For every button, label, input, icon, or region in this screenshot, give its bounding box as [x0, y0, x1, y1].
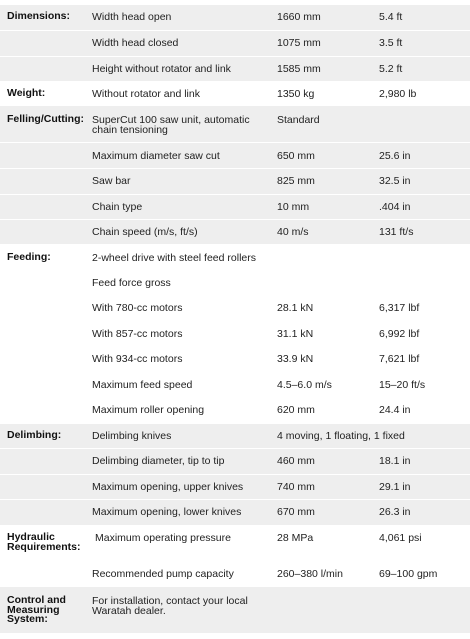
table-row	[0, 195, 470, 220]
metric-value: 28.1 kN	[277, 302, 314, 314]
metric-value: 740 mm	[277, 481, 315, 493]
feature-label: Width head open	[92, 11, 172, 23]
metric-value: 1660 mm	[277, 11, 321, 23]
feature-label: 2-wheel drive with steel feed rollers	[92, 252, 256, 264]
feature-label: Maximum feed speed	[92, 379, 193, 391]
metric-value: 4 moving, 1 floating, 1 fixed	[277, 430, 405, 442]
feature-label: Maximum opening, upper knives	[92, 481, 244, 493]
table-row	[0, 587, 470, 634]
table-row	[0, 82, 470, 106]
imperial-value: 4,061 psi	[379, 532, 422, 544]
feature-label: Delimbing diameter, tip to tip	[92, 455, 225, 467]
metric-value: 620 mm	[277, 404, 315, 416]
feature-label: Maximum diameter saw cut	[92, 150, 220, 162]
imperial-value: 7,621 lbf	[379, 353, 420, 365]
table-row	[0, 373, 470, 398]
table-row	[0, 245, 470, 271]
feature-label: With 780-cc motors	[92, 302, 183, 314]
category-label: Felling/Cutting:	[7, 113, 84, 125]
metric-value: 40 m/s	[277, 226, 309, 238]
imperial-value: .404 in	[379, 201, 411, 213]
metric-value: 10 mm	[277, 201, 310, 213]
metric-value: 260–380 l/min	[277, 568, 343, 580]
metric-value: 670 mm	[277, 506, 315, 518]
feature-label: With 934-cc motors	[92, 353, 183, 365]
imperial-value: 24.4 in	[379, 404, 411, 416]
feature-label: Maximum operating pressure	[95, 532, 231, 544]
table-row	[0, 106, 470, 143]
metric-value: 4.5–6.0 m/s	[277, 379, 332, 391]
feature-label: Maximum opening, lower knives	[92, 506, 242, 518]
feature-label: Chain type	[92, 201, 143, 213]
table-row	[0, 220, 470, 245]
metric-value: 650 mm	[277, 150, 315, 162]
imperial-value: 18.1 in	[379, 455, 411, 467]
table-row	[0, 57, 470, 82]
feature-label: With 857-cc motors	[92, 328, 183, 340]
imperial-value: 29.1 in	[379, 481, 411, 493]
table-row	[0, 449, 470, 475]
metric-value: 31.1 kN	[277, 328, 314, 340]
feature-label: Chain speed (m/s, ft/s)	[92, 226, 198, 238]
feature-label: Height without rotator and link	[92, 63, 231, 75]
feature-label: Width head closed	[92, 37, 179, 49]
table-row	[0, 526, 470, 560]
table-row	[0, 271, 470, 296]
category-label: Delimbing:	[7, 429, 62, 441]
table-row	[0, 560, 470, 587]
feature-label: For installation, contact your local Waratah dealer.	[92, 595, 248, 617]
imperial-value: 5.4 ft	[379, 11, 403, 23]
table-row	[0, 424, 470, 449]
feature-label: Feed force gross	[92, 277, 171, 289]
metric-value: 28 MPa	[277, 532, 314, 544]
metric-value: 1350 kg	[277, 88, 315, 100]
category-label: Control and Measuring System:	[7, 594, 66, 625]
table-row	[0, 296, 470, 322]
table-row	[0, 398, 470, 424]
category-label: Weight:	[7, 87, 46, 99]
imperial-value: 25.6 in	[379, 150, 411, 162]
metric-value: 1075 mm	[277, 37, 321, 49]
imperial-value: 15–20 ft/s	[379, 379, 426, 391]
metric-value: 33.9 kN	[277, 353, 314, 365]
metric-value: 460 mm	[277, 455, 315, 467]
table-row	[0, 347, 470, 373]
imperial-value: 32.5 in	[379, 175, 411, 187]
table-row	[0, 143, 470, 169]
feature-label: Saw bar	[92, 175, 131, 187]
metric-value: Standard	[277, 114, 320, 126]
metric-value: 1585 mm	[277, 63, 321, 75]
imperial-value: 131 ft/s	[379, 226, 414, 238]
imperial-value: 6,317 lbf	[379, 302, 420, 314]
table-row	[0, 322, 470, 347]
feature-label: Maximum roller opening	[92, 404, 205, 416]
feature-label: Recommended pump capacity	[92, 568, 234, 580]
table-row	[0, 500, 470, 526]
imperial-value: 2,980 lb	[379, 88, 417, 100]
imperial-value: 26.3 in	[379, 506, 411, 518]
feature-label: SuperCut 100 saw unit, automatic chain tensioning	[92, 114, 250, 136]
category-label: Dimensions:	[7, 10, 71, 22]
category-label: Feeding:	[7, 251, 51, 263]
imperial-value: 3.5 ft	[379, 37, 403, 49]
feature-label: Delimbing knives	[92, 430, 172, 442]
imperial-value: 5.2 ft	[379, 63, 403, 75]
imperial-value: 69–100 gpm	[379, 568, 438, 580]
table-row	[0, 5, 470, 31]
metric-value: 825 mm	[277, 175, 315, 187]
category-label: Hydraulic Requirements:	[7, 531, 81, 553]
table-row	[0, 31, 470, 57]
feature-label: Without rotator and link	[92, 88, 200, 100]
imperial-value: 6,992 lbf	[379, 328, 420, 340]
table-row	[0, 169, 470, 195]
table-row	[0, 475, 470, 500]
